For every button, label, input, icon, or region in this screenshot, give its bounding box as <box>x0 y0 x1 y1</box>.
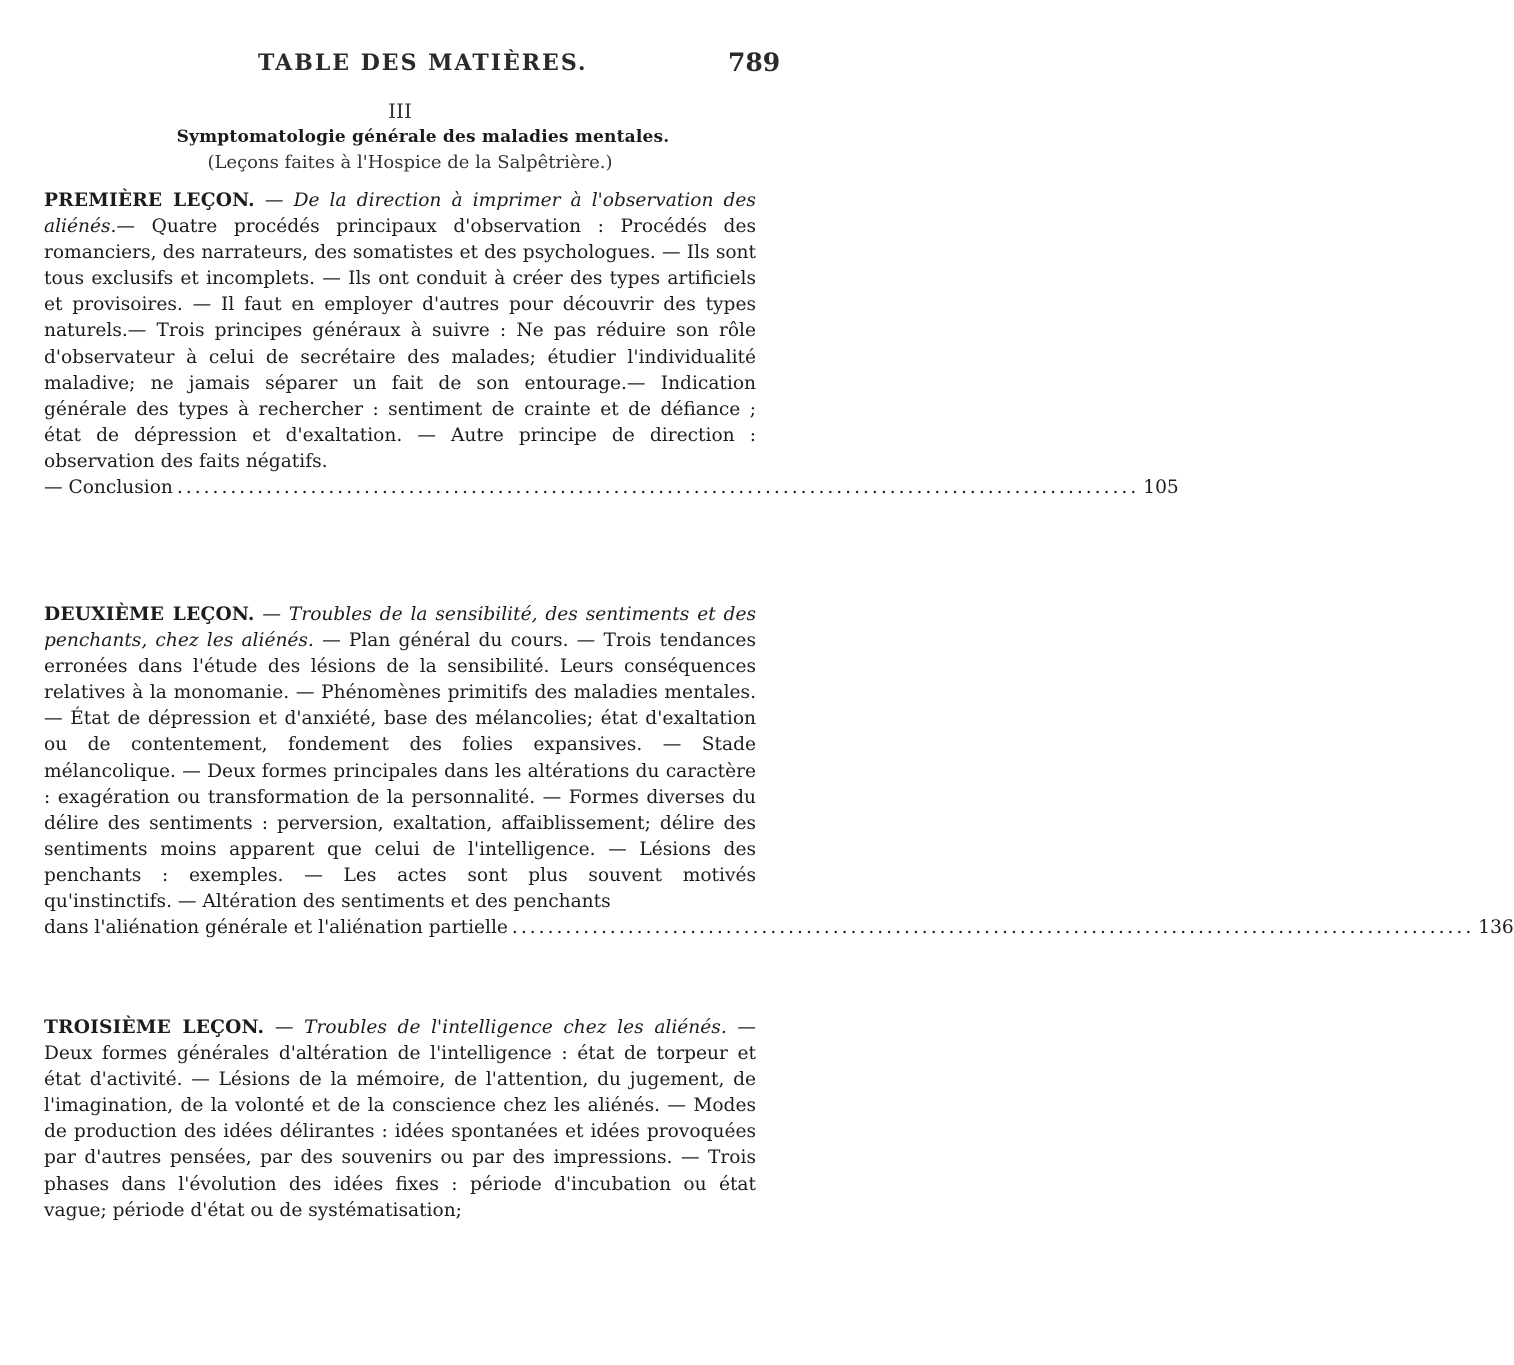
leader-dots: ............................................................................................................ <box>511 917 1475 939</box>
lesson-entry: PREMIÈRE LEÇON. — De la direction à imprimer à l'observation des aliénés.— Quatre procédés principaux d'observation : Procédés des romanciers, des narrateurs, des somatistes et des psychologues. — Ils sont tous exclusifs et incomplets. — Ils ont conduit à créer des types artificiels et provisoires. — Il faut en employer d'autres pour découvrir des types naturels.— Trois principes généraux à suivre : Ne pas réduire son rôle d'observateur à celui de secrétaire des malades; étudier l'individualité maladive; ne jamais séparer un fait de son entourage.— Indication générale des types à rechercher : sentiment de crainte et de défiance ; état de dépression et d'exaltation. — Autre principe de direction : observation des faits négatifs. — Conclusion ............................................................................................................ 105 <box>44 188 756 501</box>
lesson-summary-end: dans l'aliénation générale et l'aliénation partielle <box>44 917 508 939</box>
lesson-title: Troubles de la sensibilité, des sentiments et des penchants, chez les aliénés. <box>44 604 756 652</box>
lesson-page-number: 105 <box>1143 477 1179 499</box>
section-subtitle: (Leçons faites à l'Hospice de la Salpêtrière.) <box>207 152 613 173</box>
lesson-page-number: 136 <box>1478 917 1514 939</box>
section-number: III <box>388 99 412 123</box>
lesson-summary: Quatre procédés principaux d'observation : Procédés des romanciers, des narrateurs, des somatistes et des psychologues. — Ils sont tous exclusifs et incomplets. — Ils ont conduit à créer des types artificiels et provisoires. — Il faut en employer d'autres pour découvrir des types naturels.— Trois principes généraux à suivre : Ne pas réduire son rôle d'observateur à celui de secrétaire des malades; étudier l'individualité maladive; ne jamais séparer un fait de son entourage.— Indication générale des types à rechercher : sentiment de crainte et de défiance ; état de dépression et d'exaltation. — Autre principe de direction : observation des faits négatifs. <box>44 216 756 472</box>
lesson-entry: DEUXIÈME LEÇON. — Troubles de la sensibilité, des sentiments et des penchants, chez les aliénés. — Plan général du cours. — Trois tendances erronées dans l'étude des lésions de la sensibilité. Leurs conséquences relatives à la monomanie. — Phénomènes primitifs des maladies mentales. — État de dépression et d'anxiété, base des mélancolies; état d'exaltation ou de contentement, fondement des folies expansives. — Stade mélancolique. — Deux formes principales dans les altérations du caractère : exagération ou transformation de la personnalité. — Formes diverses du délire des sentiments : perversion, exaltation, affaiblissement; délire des sentiments moins apparent que celui de l'intelligence. — Lésions des penchants : exemples. — Les actes sont plus souvent motivés qu'instinctifs. — Altération des sentiments et des penchants dans l'aliénation générale et l'aliénation partielle ............................................................................................................ 136 <box>44 602 756 941</box>
lesson-heading: DEUXIÈME LEÇON. <box>44 604 255 625</box>
leader-dots: ............................................................................................................ <box>176 477 1140 499</box>
lesson-title: Troubles de l'intelligence chez les aliénés. <box>304 1017 727 1038</box>
lesson-summary-end: — Conclusion <box>44 477 173 499</box>
lesson-heading: TROISIÈME LEÇON. <box>44 1017 265 1038</box>
lesson-entry: TROISIÈME LEÇON. — Troubles de l'intelligence chez les aliénés. — Deux formes générales d'altération de l'intelligence : état de torpeur et état d'activité. — Lésions de la mémoire, de l'attention, du jugement, de l'imagination, de la volonté et de la conscience chez les aliénés. — Modes de production des idées délirantes : idées spontanées et idées provoquées par d'autres pensées, par des souvenirs ou par des impressions. — Trois phases dans l'évolution des idées fixes : période d'incubation ou état vague; période d'état ou de systématisation; <box>44 1017 756 1221</box>
page-number: 789 <box>728 48 781 77</box>
lesson-heading: PREMIÈRE LEÇON. <box>44 190 255 211</box>
running-title: TABLE DES MATIÈRES. <box>258 50 588 76</box>
section-title: Symptomatologie générale des maladies mentales. <box>176 127 670 147</box>
running-head <box>0 50 800 80</box>
toc-line <box>44 915 1514 941</box>
lesson-summary: — Plan général du cours. — Trois tendances erronées dans l'étude des lésions de la sensibilité. Leurs conséquences relatives à la monomanie. — Phénomènes primitifs des maladies mentales. — État de dépression et d'anxiété, base des mélancolies; état d'exaltation ou de contentement, fondement des folies expansives. — Stade mélancolique. — Deux formes principales dans les altérations du caractère : exagération ou transformation de la personnalité. — Formes diverses du délire des sentiments : perversion, exaltation, affaiblissement; délire des sentiments moins apparent que celui de l'intelligence. — Lésions des penchants : exemples. — Les actes sont plus souvent motivés qu'instinctifs. — Altération des sentiments et des penchants <box>44 630 756 913</box>
lesson-title: De la direction à imprimer à l'observation des aliénés. <box>44 190 756 238</box>
lesson-summary: — Deux formes générales d'altération de l'intelligence : état de torpeur et état d'activité. — Lésions de la mémoire, de l'attention, du jugement, de l'imagination, de la volonté et de la conscience chez les aliénés. — Modes de production des idées délirantes : idées spontanées et idées provoquées par d'autres pensées, par des souvenirs ou par des impressions. — Trois phases dans l'évolution des idées fixes : période d'incubation ou état vague; période d'état ou de systématisation; <box>44 1017 756 1221</box>
toc-line <box>44 475 1179 501</box>
